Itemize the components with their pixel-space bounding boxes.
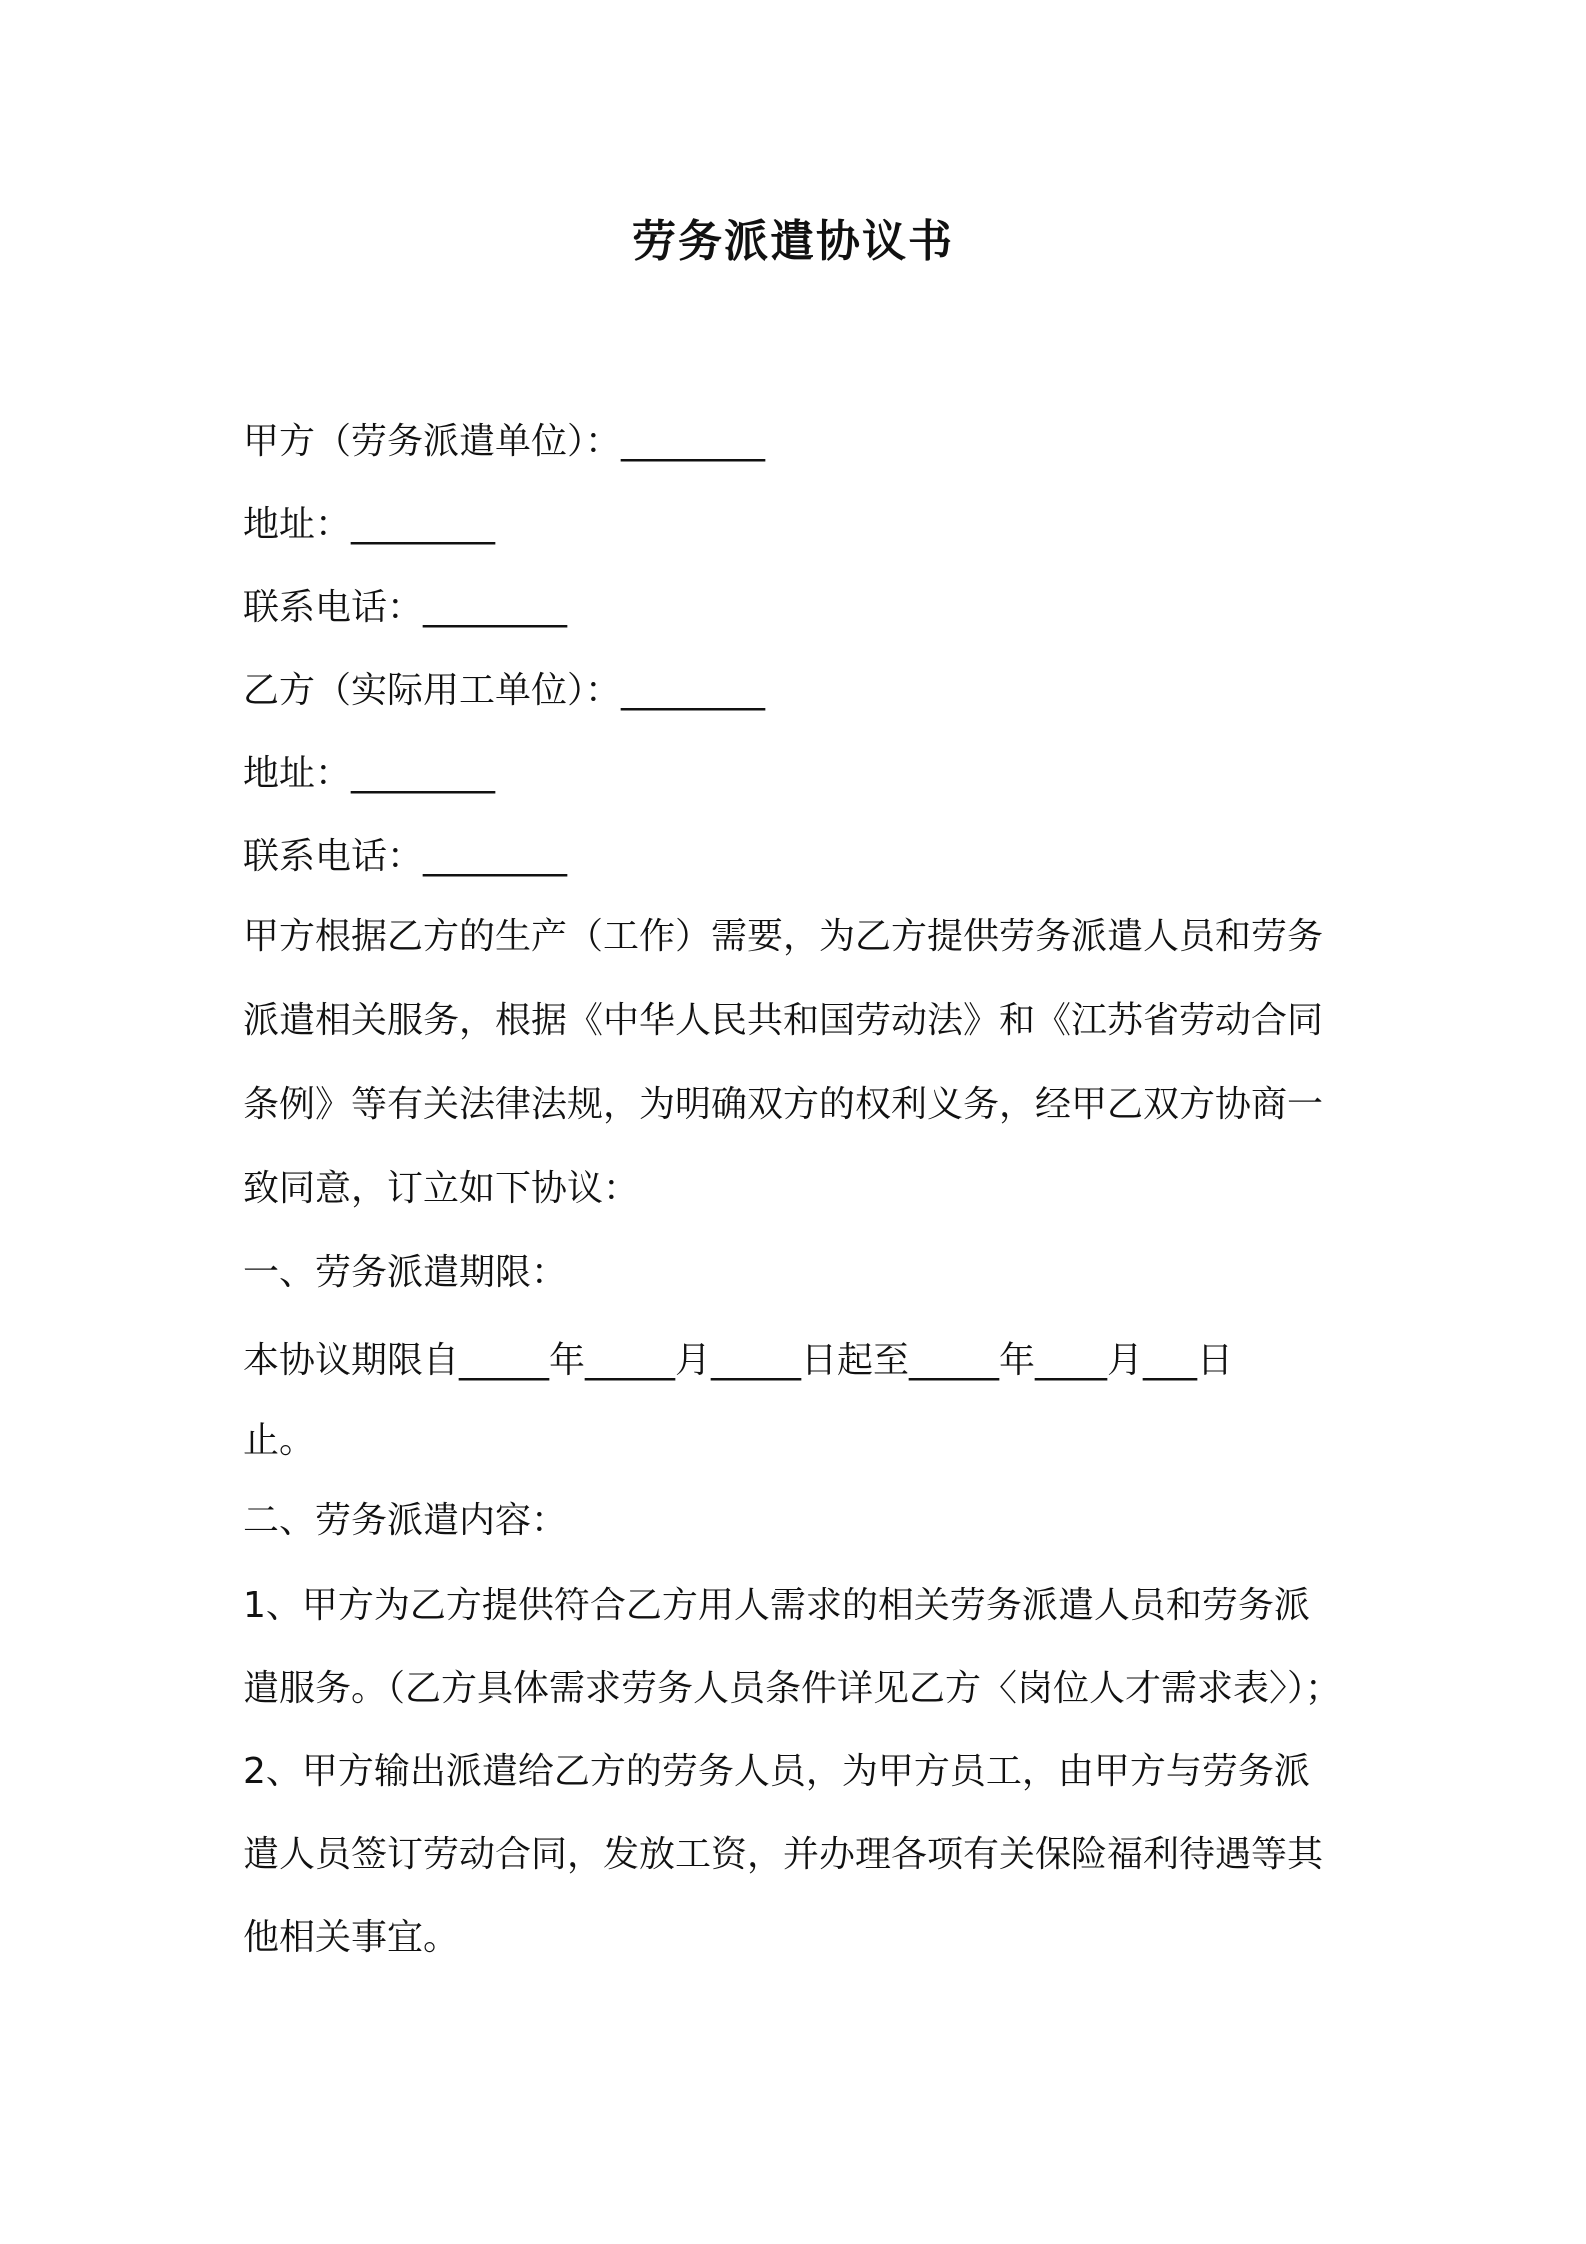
preamble-line: 致同意，订立如下协议：	[243, 1168, 640, 1209]
preamble-line: 甲方根据乙方的生产（工作）需要，为乙方提供劳务派遣人员和劳务	[243, 916, 1324, 957]
party-b-phone-line: 联系电话：________	[243, 836, 568, 877]
section-2-heading: 二、劳务派遣内容：	[243, 1500, 568, 1541]
preamble-line: 派遣相关服务，根据《中华人民共和国劳动法》和《江苏省劳动合同	[243, 1000, 1324, 1041]
party-a-address-line: 地址：________	[243, 504, 496, 545]
party-b-line: 乙方（实际用工单位）：________	[243, 670, 766, 711]
section-1-text-line: 本协议期限自_____年_____月_____日起至_____年____月___日	[243, 1340, 1234, 1381]
section-2-item-2-line: 他相关事宜。	[243, 1917, 460, 1958]
section-1-heading: 一、劳务派遣期限：	[243, 1252, 568, 1293]
party-a-line: 甲方（劳务派遣单位）：________	[243, 421, 766, 462]
section-2-item-2-line: 遣人员签订劳动合同，发放工资，并办理各项有关保险福利待遇等其	[243, 1834, 1324, 1875]
party-b-address-line: 地址：________	[243, 753, 496, 794]
party-a-phone-line: 联系电话：________	[243, 587, 568, 628]
section-2-item-1-line: 遣服务。（乙方具体需求劳务人员条件详见乙方〈岗位人才需求表〉）；	[243, 1668, 1342, 1709]
section-2-item-2-line: 2、甲方输出派遣给乙方的劳务人员，为甲方员工，由甲方与劳务派	[243, 1751, 1310, 1792]
preamble-line: 条例》等有关法律法规，为明确双方的权利义务，经甲乙双方协商一	[243, 1084, 1324, 1125]
document-title: 劳务派遣协议书	[632, 216, 954, 267]
section-2-item-1-line: 1、甲方为乙方提供符合乙方用人需求的相关劳务派遣人员和劳务派	[243, 1585, 1310, 1626]
section-1-text-line: 止。	[243, 1420, 316, 1461]
